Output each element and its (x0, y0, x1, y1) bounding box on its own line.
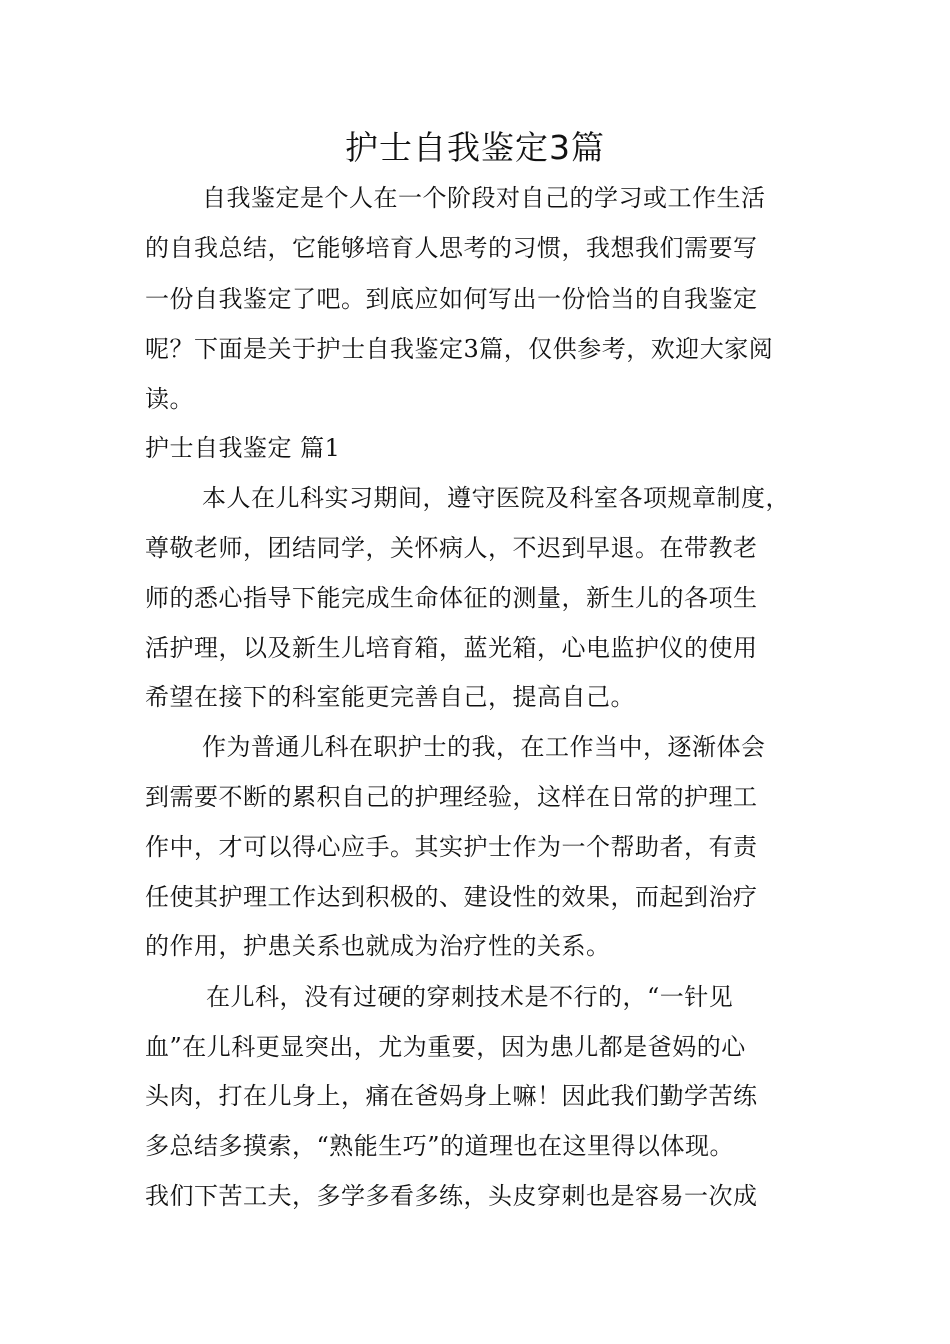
document-title: 护士自我鉴定3篇 (345, 128, 605, 167)
para1-line-1: 本人在儿科实习期间，遵守医院及科室各项规章制度， (202, 484, 790, 512)
intro-line-2: 的自我总结，它能够培育人思考的习惯，我想我们需要写 (145, 234, 758, 262)
para3-line-2: 血”在儿科更显突出，尤为重要，因为患儿都是爸妈的心 (145, 1033, 746, 1061)
intro-line-5: 读。 (145, 385, 194, 413)
para2-line-4: 任使其护理工作达到积极的、建设性的效果，而起到治疗 (145, 883, 758, 911)
para2-line-1: 作为普通儿科在职护士的我，在工作当中，逐渐体会 (202, 733, 766, 761)
intro-line-3: 一份自我鉴定了吧。到底应如何写出一份恰当的自我鉴定 (145, 285, 758, 313)
para3-line-1: 在儿科，没有过硬的穿刺技术是不行的，“一针见 (206, 983, 734, 1011)
para1-line-5: 希望在接下的科室能更完善自己，提高自己。 (145, 683, 635, 711)
para3-line-4: 多总结多摸索，“熟能生巧”的道理也在这里得以体现。 (145, 1132, 735, 1160)
para2-line-5: 的作用，护患关系也就成为治疗性的关系。 (145, 932, 611, 960)
intro-line-1: 自我鉴定是个人在一个阶段对自己的学习或工作生活 (202, 184, 766, 212)
para2-line-3: 作中，才可以得心应手。其实护士作为一个帮助者，有责 (145, 833, 758, 861)
intro-line-4: 呢？下面是关于护士自我鉴定3篇，仅供参考，欢迎大家阅 (145, 335, 774, 363)
para3-line-3: 头肉，打在儿身上，痛在爸妈身上嘛！因此我们勤学苦练 (145, 1082, 758, 1110)
para1-line-3: 师的悉心指导下能完成生命体征的测量，新生儿的各项生 (145, 584, 758, 612)
para1-line-4: 活护理，以及新生儿培育箱，蓝光箱，心电监护仪的使用 (145, 634, 758, 662)
para3-line-5: 我们下苦工夫，多学多看多练，头皮穿刺也是容易一次成 (145, 1182, 758, 1210)
para1-line-2: 尊敬老师，团结同学，关怀病人，不迟到早退。在带教老 (145, 534, 758, 562)
para2-line-2: 到需要不断的累积自己的护理经验，这样在日常的护理工 (145, 783, 758, 811)
section-heading: 护士自我鉴定 篇1 (145, 434, 341, 462)
